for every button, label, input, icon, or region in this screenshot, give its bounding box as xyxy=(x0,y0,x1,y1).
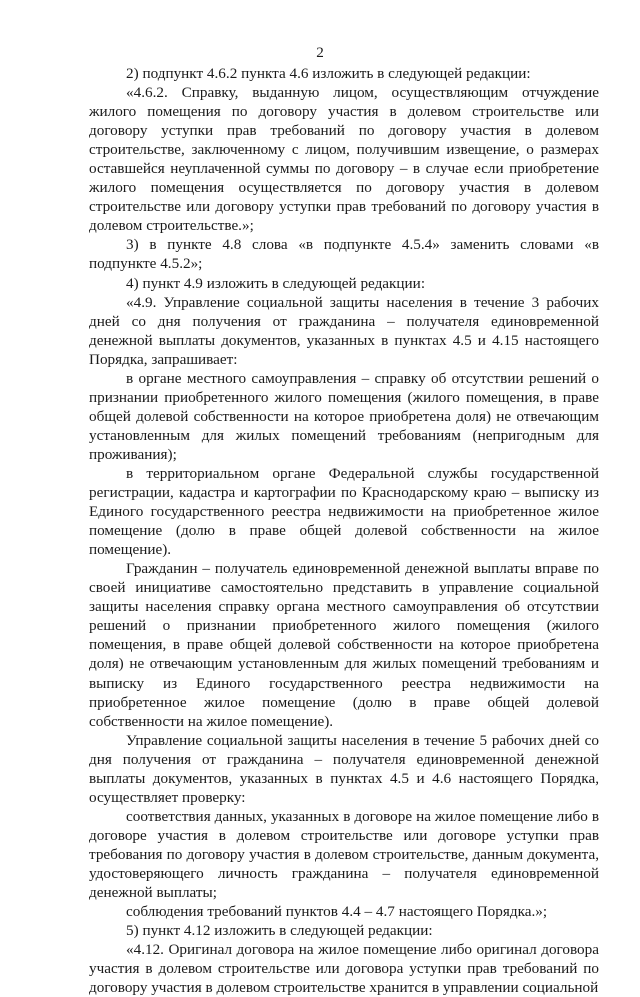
paragraph-12: 5) пункт 4.12 изложить в следующей редакции: xyxy=(126,922,433,940)
paragraph-7: в территориальном органе Федеральной службы государственной регистрации, кадастра и картографии по Краснодарскому краю – выписку из Единого государственного реестра недвижимости на приобретенное жилое помещение (долю в праве общей долевой собственности на жилое помещение). xyxy=(89,464,599,559)
paragraph-3: 3) в пункте 4.8 слова «в подпункте 4.5.4» заменить словами «в подпункте 4.5.2»; xyxy=(89,236,599,273)
paragraph-8: Гражданин – получатель единовременной денежной выплаты вправе по своей инициативе самостоятельно представить в управление социальной защиты населения справку органа местного самоуправления об отсутствии решений о признании приобретенного жилого помещения (жилого помещения, в праве общей долевой собственности на которое приобретена доля) не отвечающим установленным для жилых помещений требованиям и выписку из Единого государственного реестра недвижимости на приобретенное жилое помещение (долю в праве общей долевой собственности на жилое помещение). xyxy=(89,560,599,730)
paragraph-9: Управление социальной защиты населения в течение 5 рабочих дней со дня получения от гражданина – получателя единовременной денежной выплаты документов, указанных в пунктах 4.5 и 4.6 настоящего Порядка, осуществляет проверку: xyxy=(89,731,599,806)
paragraph-11: соблюдения требований пунктов 4.4 – 4.7 настоящего Порядка.»; xyxy=(126,903,548,921)
document-body xyxy=(89,64,599,997)
paragraph-10: соответствия данных, указанных в договоре на жилое помещение либо в договоре участия в долевом строительстве или договоре уступки прав требования по договору участия в долевом строительстве, данным документа, удостоверяющего личность гражданина – получателя единовременной денежной выплаты; xyxy=(89,807,599,902)
page-number: 2 xyxy=(316,44,324,61)
paragraph-4: 4) пункт 4.9 изложить в следующей редакции: xyxy=(126,274,426,292)
paragraph-6: в органе местного самоуправления – справку об отсутствии решений о признании приобретенного жилого помещения (жилого помещения, в праве общей долевой собственности на которое приобретена доля) не отвечающим установленным для жилых помещений требованиям (непригодным для проживания); xyxy=(89,369,599,463)
paragraph-1: 2) подпункт 4.6.2 пункта 4.6 изложить в следующей редакции: xyxy=(126,65,531,82)
paragraph-13: «4.12. Оригинал договора на жилое помещение либо оригинал договора участия в долевом строительстве или договора уступки прав требований по договору участия в долевом строительстве хранится в управлении социальной xyxy=(89,941,599,997)
paragraph-2: «4.6.2. Справку, выданную лицом, осуществляющим отчуждение жилого помещения по договору участия в долевом строительстве или договору уступки прав требований по договору участия в долевом строительстве, заключенному с лицом, получившим извещение, о размерах оставшейся неуплаченной суммы по договору – в случае если приобретение жилого помещения осуществляется по договору участия в долевом строительстве или договору уступки прав требований по договору участия в долевом строительстве.»; xyxy=(89,84,599,235)
paragraph-5: «4.9. Управление социальной защиты населения в течение 3 рабочих дней со дня получения от гражданина – получателя единовременной денежной выплаты документов, указанных в пунктах 4.5 и 4.15 настоящего Порядка, запрашивает: xyxy=(89,293,599,368)
